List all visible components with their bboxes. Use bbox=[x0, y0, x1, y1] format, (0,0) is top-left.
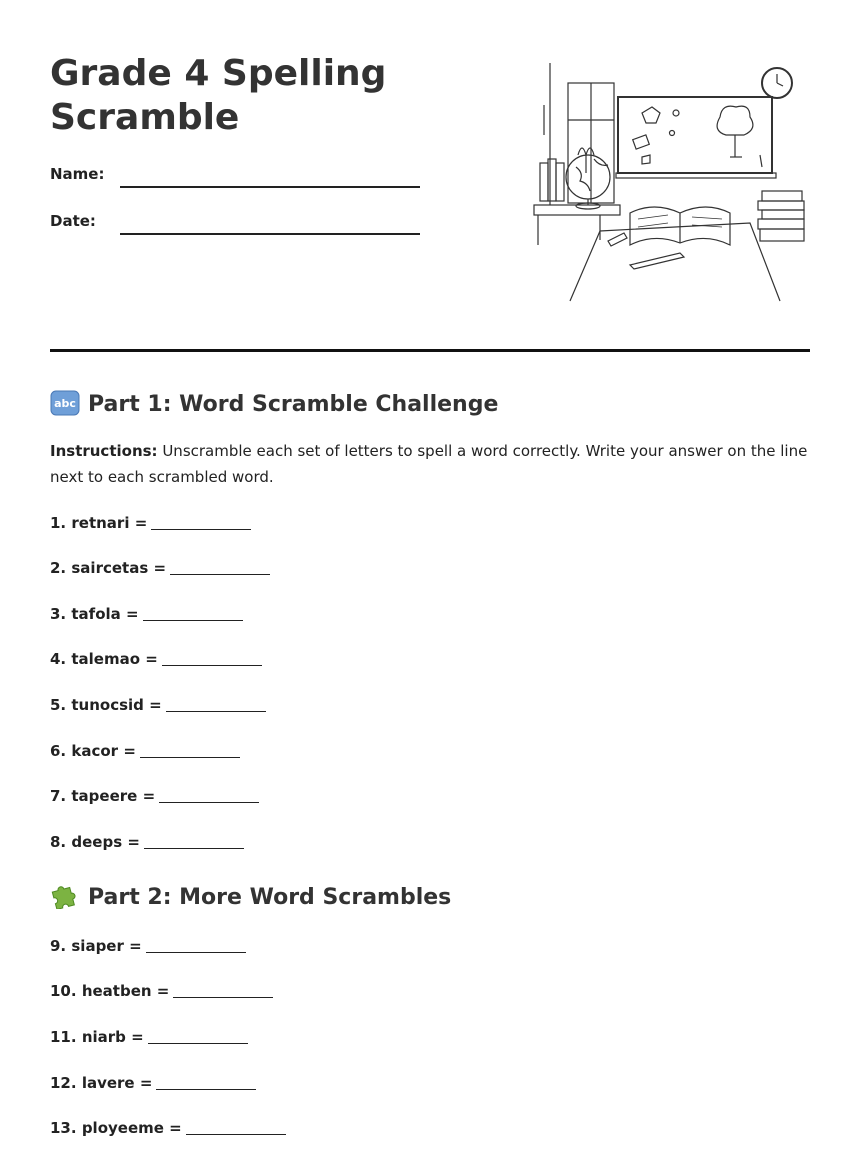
svg-text:abc: abc bbox=[54, 397, 76, 410]
puzzle-piece-icon bbox=[50, 879, 80, 915]
question-8: 8. deeps = bbox=[50, 833, 244, 851]
question-7: 7. tapeere = bbox=[50, 787, 259, 805]
page-title bbox=[50, 52, 490, 140]
question-9: 9. siaper = bbox=[50, 937, 246, 955]
answer-line[interactable] bbox=[143, 606, 243, 621]
question-12: 12. lavere = bbox=[50, 1074, 256, 1092]
title-line-1: Grade 4 Spelling bbox=[50, 53, 387, 94]
question-6: 6. kacor = bbox=[50, 742, 240, 760]
question-13: 13. ployeeme = bbox=[50, 1119, 286, 1137]
answer-line[interactable] bbox=[140, 743, 240, 758]
answer-line[interactable] bbox=[166, 697, 266, 712]
question-3: 3. tafola = bbox=[50, 605, 243, 623]
question-4: 4. talemao = bbox=[50, 650, 262, 668]
name-field[interactable] bbox=[120, 186, 420, 188]
question-10: 10. heatben = bbox=[50, 982, 273, 1000]
date-label: Date: bbox=[50, 212, 96, 230]
title-line-2: Scramble bbox=[50, 97, 240, 138]
instructions-text: Unscramble each set of letters to spell a word correctly. Write your answer on the line next to each scrambled word. bbox=[50, 442, 808, 486]
classroom-sketch-icon bbox=[530, 55, 810, 305]
answer-line[interactable] bbox=[173, 983, 273, 998]
answer-line[interactable] bbox=[156, 1075, 256, 1090]
answer-line[interactable] bbox=[186, 1120, 286, 1135]
part2-heading bbox=[50, 879, 451, 915]
name-label: Name: bbox=[50, 165, 105, 183]
section-divider bbox=[50, 349, 810, 352]
part1-heading bbox=[50, 390, 498, 422]
part2-heading-text: Part 2: More Word Scrambles bbox=[88, 885, 452, 910]
answer-line[interactable] bbox=[151, 515, 251, 530]
date-field[interactable] bbox=[120, 233, 420, 235]
question-2: 2. saircetas = bbox=[50, 559, 270, 577]
part1-heading-text: Part 1: Word Scramble Challenge bbox=[88, 392, 499, 417]
answer-line[interactable] bbox=[144, 834, 244, 849]
answer-line[interactable] bbox=[170, 560, 270, 575]
answer-line[interactable] bbox=[159, 788, 259, 803]
question-5: 5. tunocsid = bbox=[50, 696, 266, 714]
instructions bbox=[50, 438, 820, 490]
abc-emoji-icon bbox=[50, 390, 80, 422]
instructions-label: Instructions: bbox=[50, 442, 158, 460]
answer-line[interactable] bbox=[148, 1029, 248, 1044]
answer-line[interactable] bbox=[162, 651, 262, 666]
question-11: 11. niarb = bbox=[50, 1028, 248, 1046]
question-1: 1. retnari = bbox=[50, 514, 251, 532]
answer-line[interactable] bbox=[146, 938, 246, 953]
